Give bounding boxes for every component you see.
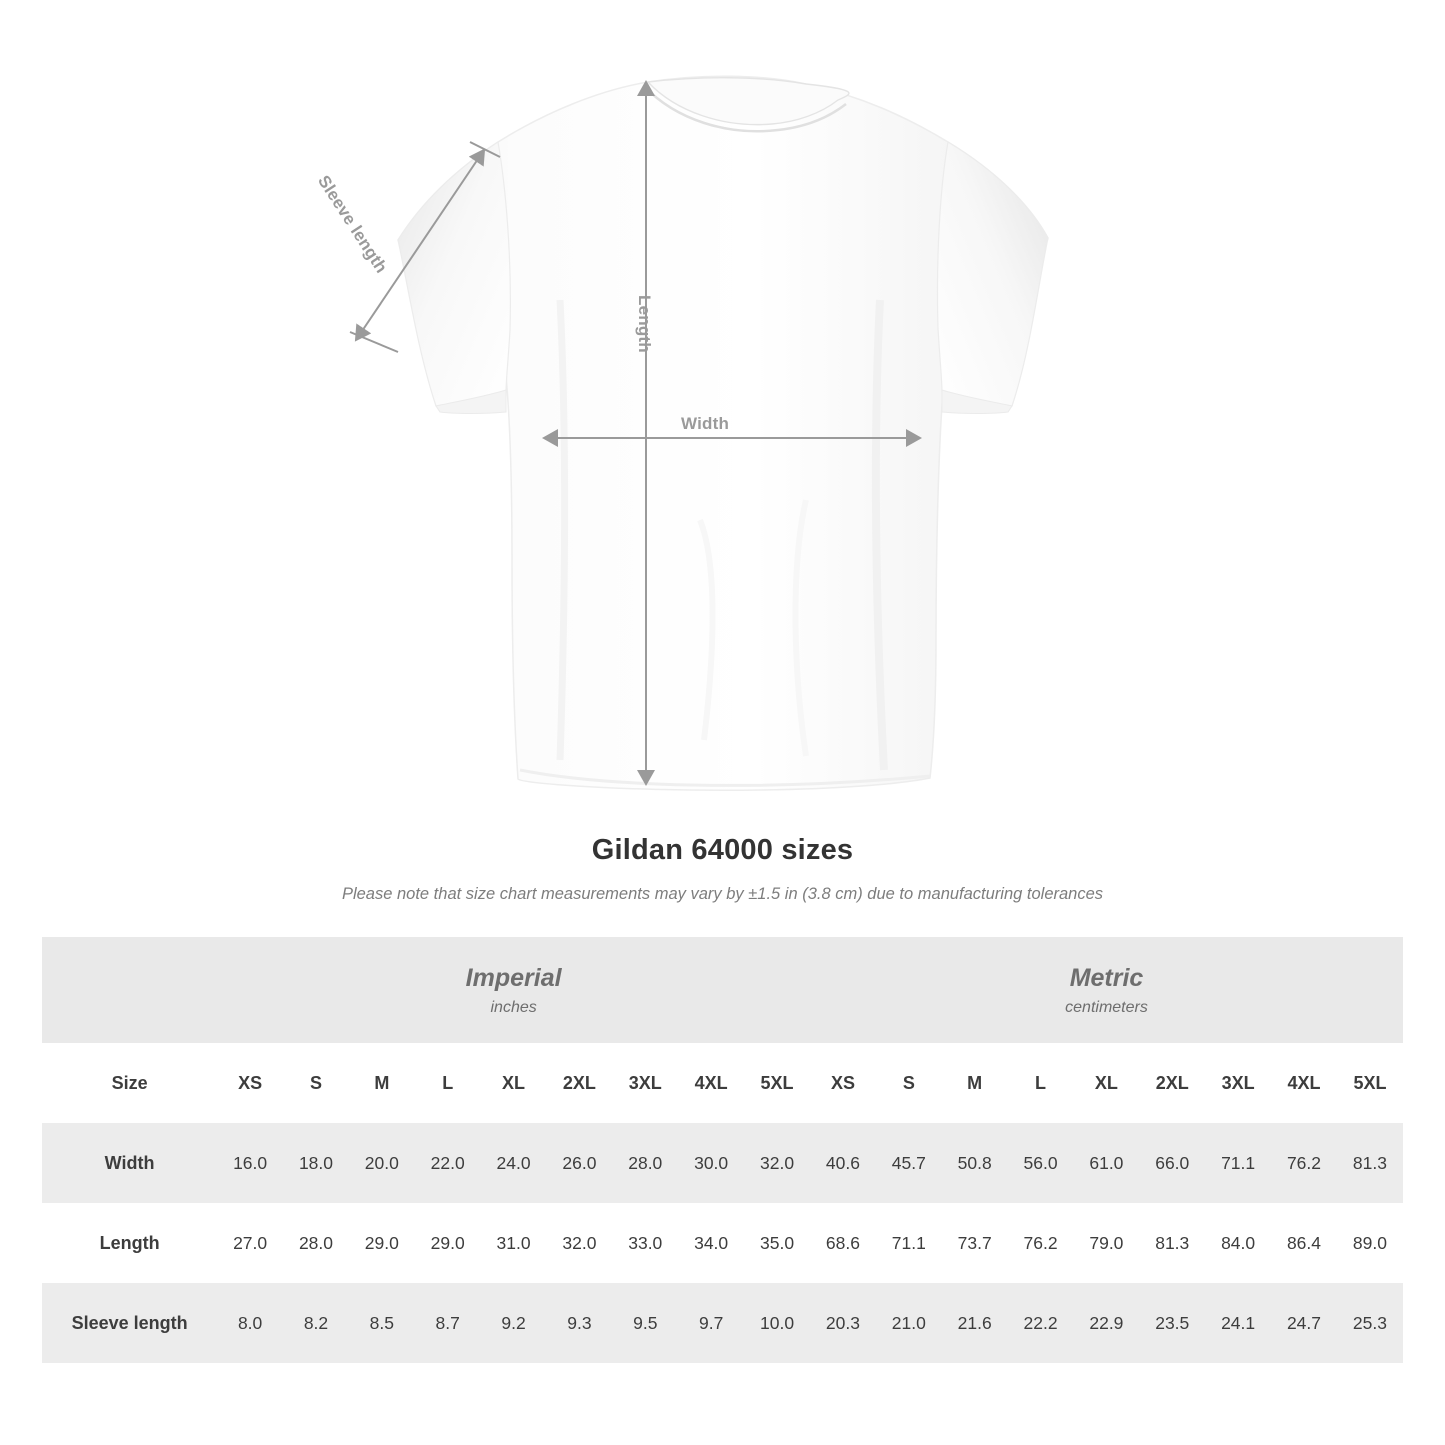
cell: 32.0 xyxy=(546,1203,612,1283)
unit-imperial-sub: inches xyxy=(490,998,537,1016)
size-col-3xl-imp: 3XL xyxy=(612,1043,678,1123)
cell: 8.2 xyxy=(283,1283,349,1363)
sleeve-length-label: Sleeve length xyxy=(314,172,392,277)
cell: 21.6 xyxy=(942,1283,1008,1363)
table-row xyxy=(42,1203,1403,1283)
cell: 73.7 xyxy=(942,1203,1008,1283)
size-col-xl-met: XL xyxy=(1073,1043,1139,1123)
size-col-4xl-met: 4XL xyxy=(1271,1043,1337,1123)
cell: 31.0 xyxy=(481,1203,547,1283)
cell: 21.0 xyxy=(876,1283,942,1363)
table-row xyxy=(42,1283,1403,1363)
cell: 8.0 xyxy=(217,1283,283,1363)
size-label: Size xyxy=(42,1043,217,1123)
width-label: Width xyxy=(681,414,730,433)
unit-header-row xyxy=(42,937,1403,1043)
cell: 23.5 xyxy=(1139,1283,1205,1363)
size-col-l-imp: L xyxy=(415,1043,481,1123)
cell: 22.0 xyxy=(415,1123,481,1203)
unit-imperial xyxy=(217,937,810,1043)
unit-header-spacer xyxy=(42,937,217,1043)
cell: 71.1 xyxy=(876,1203,942,1283)
cell: 35.0 xyxy=(744,1203,810,1283)
cell: 30.0 xyxy=(678,1123,744,1203)
unit-metric-name: Metric xyxy=(1069,964,1144,993)
size-col-m-imp: M xyxy=(349,1043,415,1123)
size-col-xs-met: XS xyxy=(810,1043,876,1123)
cell: 20.3 xyxy=(810,1283,876,1363)
unit-metric-sub: centimeters xyxy=(1065,998,1148,1016)
size-col-l-met: L xyxy=(1008,1043,1074,1123)
cell: 8.5 xyxy=(349,1283,415,1363)
unit-metric xyxy=(810,937,1403,1043)
cell: 50.8 xyxy=(942,1123,1008,1203)
size-col-2xl-met: 2XL xyxy=(1139,1043,1205,1123)
size-col-5xl-imp: 5XL xyxy=(744,1043,810,1123)
cell: 8.7 xyxy=(415,1283,481,1363)
cell: 76.2 xyxy=(1008,1203,1074,1283)
cell: 18.0 xyxy=(283,1123,349,1203)
page-title: Gildan 64000 sizes xyxy=(591,834,854,866)
row-label-sleeve-length: Sleeve length xyxy=(42,1283,217,1363)
size-col-s-met: S xyxy=(876,1043,942,1123)
cell: 28.0 xyxy=(283,1203,349,1283)
title-block xyxy=(0,834,1445,904)
cell: 27.0 xyxy=(217,1203,283,1283)
cell: 22.2 xyxy=(1008,1283,1074,1363)
size-col-s-imp: S xyxy=(283,1043,349,1123)
size-col-5xl-met: 5XL xyxy=(1337,1043,1403,1123)
tolerance-note: Please note that size chart measurements may vary by ±1.5 in (3.8 cm) due to manufacturing tolerances xyxy=(341,885,1104,903)
cell: 56.0 xyxy=(1008,1123,1074,1203)
size-col-m-met: M xyxy=(942,1043,1008,1123)
cell: 71.1 xyxy=(1205,1123,1271,1203)
cell: 22.9 xyxy=(1073,1283,1139,1363)
cell: 10.0 xyxy=(744,1283,810,1363)
cell: 68.6 xyxy=(810,1203,876,1283)
cell: 33.0 xyxy=(612,1203,678,1283)
size-col-4xl-imp: 4XL xyxy=(678,1043,744,1123)
size-col-3xl-met: 3XL xyxy=(1205,1043,1271,1123)
cell: 40.6 xyxy=(810,1123,876,1203)
cell: 9.3 xyxy=(546,1283,612,1363)
cell: 9.7 xyxy=(678,1283,744,1363)
size-col-xl-imp: XL xyxy=(481,1043,547,1123)
cell: 86.4 xyxy=(1271,1203,1337,1283)
row-label-width: Width xyxy=(42,1123,217,1203)
cell: 28.0 xyxy=(612,1123,678,1203)
cell: 24.7 xyxy=(1271,1283,1337,1363)
cell: 61.0 xyxy=(1073,1123,1139,1203)
cell: 45.7 xyxy=(876,1123,942,1203)
cell: 79.0 xyxy=(1073,1203,1139,1283)
cell: 25.3 xyxy=(1337,1283,1403,1363)
cell: 9.2 xyxy=(481,1283,547,1363)
size-table xyxy=(42,937,1403,1363)
cell: 81.3 xyxy=(1139,1203,1205,1283)
cell: 81.3 xyxy=(1337,1123,1403,1203)
cell: 9.5 xyxy=(612,1283,678,1363)
size-col-xs-imp: XS xyxy=(217,1043,283,1123)
cell: 76.2 xyxy=(1271,1123,1337,1203)
row-label-length: Length xyxy=(42,1203,217,1283)
cell: 24.0 xyxy=(481,1123,547,1203)
cell: 84.0 xyxy=(1205,1203,1271,1283)
table-row xyxy=(42,1123,1403,1203)
length-label: Length xyxy=(635,295,654,353)
cell: 26.0 xyxy=(546,1123,612,1203)
cell: 34.0 xyxy=(678,1203,744,1283)
cell: 20.0 xyxy=(349,1123,415,1203)
cell: 16.0 xyxy=(217,1123,283,1203)
cell: 66.0 xyxy=(1139,1123,1205,1203)
cell: 29.0 xyxy=(349,1203,415,1283)
unit-imperial-name: Imperial xyxy=(465,964,562,993)
cell: 29.0 xyxy=(415,1203,481,1283)
size-table-wrapper xyxy=(42,937,1403,1363)
cell: 89.0 xyxy=(1337,1203,1403,1283)
size-header-row xyxy=(42,1043,1403,1123)
cell: 24.1 xyxy=(1205,1283,1271,1363)
cell: 32.0 xyxy=(744,1123,810,1203)
size-col-2xl-imp: 2XL xyxy=(546,1043,612,1123)
